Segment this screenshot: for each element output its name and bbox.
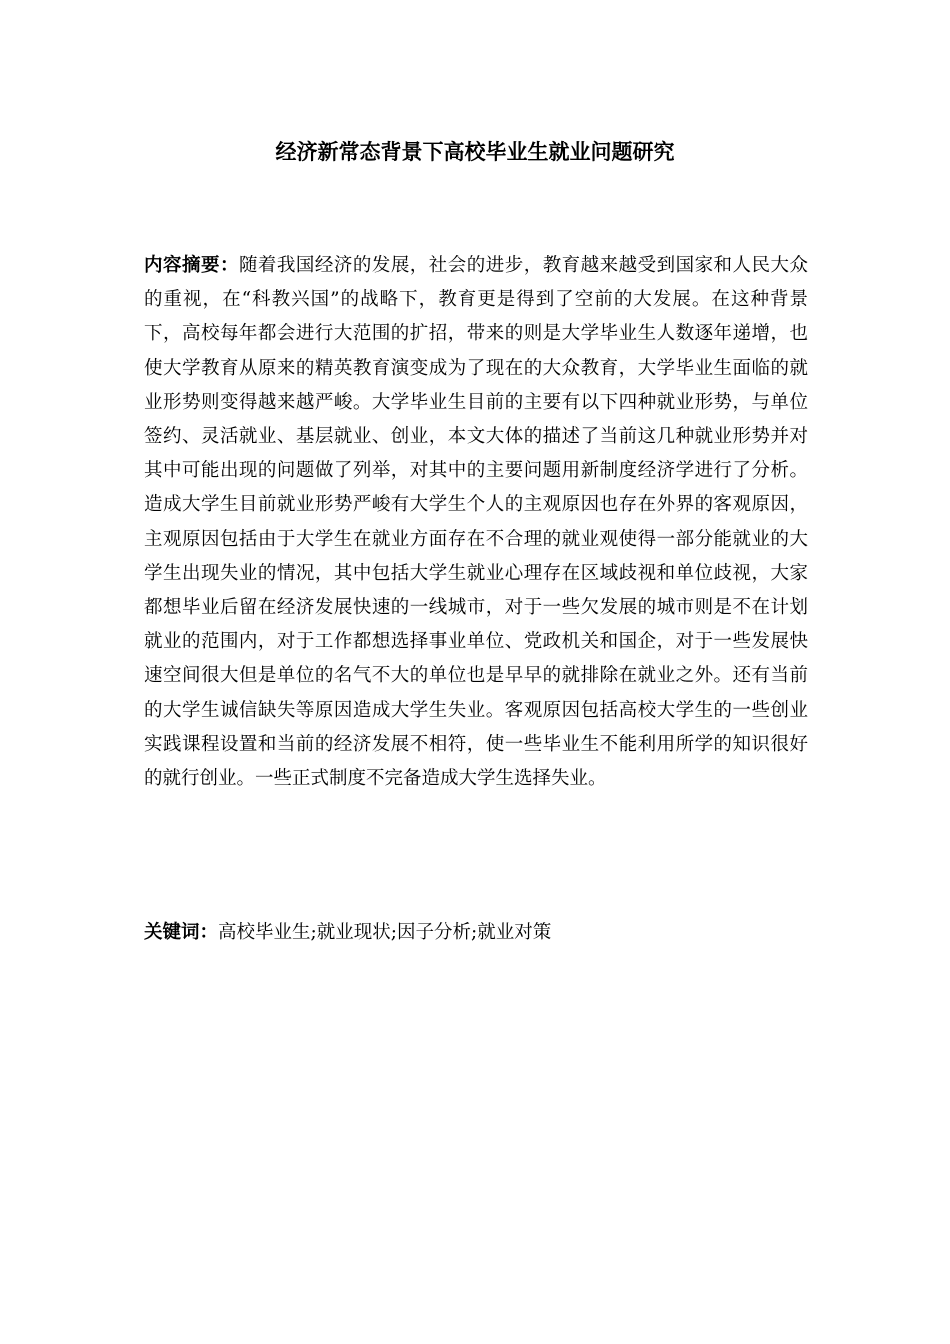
keywords-text: 高校毕业生;就业现状;因子分析;就业对策 <box>218 922 552 943</box>
keywords-label: 关键词： <box>144 922 219 943</box>
keywords-line <box>144 918 808 948</box>
abstract-label: 内容摘要： <box>144 255 239 276</box>
abstract-paragraph <box>144 249 808 796</box>
document-title: 经济新常态背景下高校毕业生就业问题研究 <box>275 139 675 164</box>
abstract-text: 随着我国经济的发展，社会的进步，教育越来越受到国家和人民大众的重视，在“科教兴国”的战略下，教育更是得到了空前的大发展。在这种背景下，高校每年都会进行大范围的扩招，带来的则是大学毕业生人数逐年递增，也使大学教育从原来的精英教育演变成为了现在的大众教育，大学毕业生面临的就业形势则变得越来越严峻。大学毕业生目前的主要有以下四种就业形势，与单位签约、灵活就业、基层就业、创业，本文大体的描述了当前这几种就业形势并对其中可能出现的问题做了列举，对其中的主要问题用新制度经济学进行了分析。造成大学生目前就业形势严峻有大学生个人的主观原因也存在外界的客观原因，主观原因包括由于大学生在就业方面存在不合理的就业观使得一部分能就业的大学生出现失业的情况，其中包括大学生就业心理存在区域歧视和单位歧视，大家都想毕业后留在经济发展快速的一线城市，对于一些欠发展的城市则是不在计划就业的范围内，对于工作都想选择事业单位、党政机关和国企，对于一些发展快速空间很大但是单位的名气不大的单位也是早早的就排除在就业之外。还有当前的大学生诚信缺失等原因造成大学生失业。客观原因包括高校大学生的一些创业实践课程设置和当前的经济发展不相符，使一些毕业生不能利用所学的知识很好的就行创业。一些正式制度不完备造成大学生选择失业。 <box>144 255 808 790</box>
